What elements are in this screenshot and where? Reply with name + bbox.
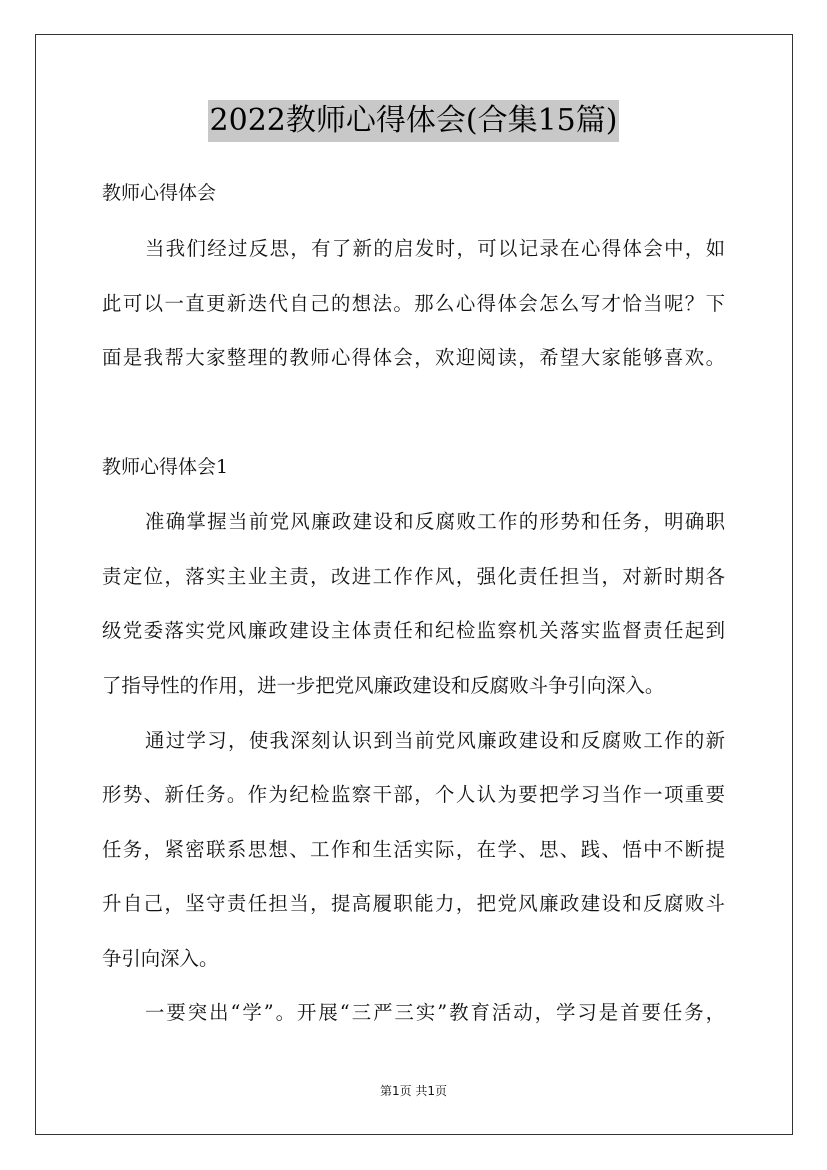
paragraph-line: 任务，紧密联系思想、工作和生活实际，在学、思、践、悟中不断提 [102, 838, 725, 861]
section-heading: 教师心得体会1 [102, 456, 229, 478]
paragraph-line: 此可以一直更新迭代自己的想法。那么心得体会怎么写才恰当呢？下 [102, 292, 725, 315]
paragraph-line: 通过学习，使我深刻认识到当前党风廉政建设和反腐败工作的新 [145, 729, 725, 752]
title-container [0, 100, 827, 142]
paragraph-line: 准确掌握当前党风廉政建设和反腐败工作的形势和任务，明确职 [145, 510, 725, 533]
page-footer: 第1页 共1页 [379, 1084, 448, 1098]
paragraph-line: 级党委落实党风廉政建设主体责任和纪检监察机关落实监督责任起到 [102, 619, 725, 642]
paragraph-line: 了指导性的作用，进一步把党风廉政建设和反腐败斗争引向深入。 [102, 674, 665, 697]
paragraph-line: 升自己，坚守责任担当，提高履职能力，把党风廉政建设和反腐败斗 [102, 892, 725, 915]
paragraph-line: 当我们经过反思，有了新的启发时，可以记录在心得体会中，如 [145, 237, 725, 260]
document-title: 2022教师心得体会(合集15篇) [208, 100, 620, 142]
paragraph-line: 形势、新任务。作为纪检监察干部，个人认为要把学习当作一项重要 [102, 783, 725, 806]
intro-heading: 教师心得体会 [102, 182, 217, 204]
paragraph-line: 争引向深入。 [102, 947, 219, 970]
paragraph-line: 面是我帮大家整理的教师心得体会，欢迎阅读，希望大家能够喜欢。 [102, 346, 725, 369]
paragraph-line: 责定位，落实主业主责，改进工作作风，强化责任担当，对新时期各 [102, 565, 725, 588]
paragraph-line: 一要突出“学”。开展“三严三实”教育活动，学习是首要任务， [145, 1001, 725, 1024]
